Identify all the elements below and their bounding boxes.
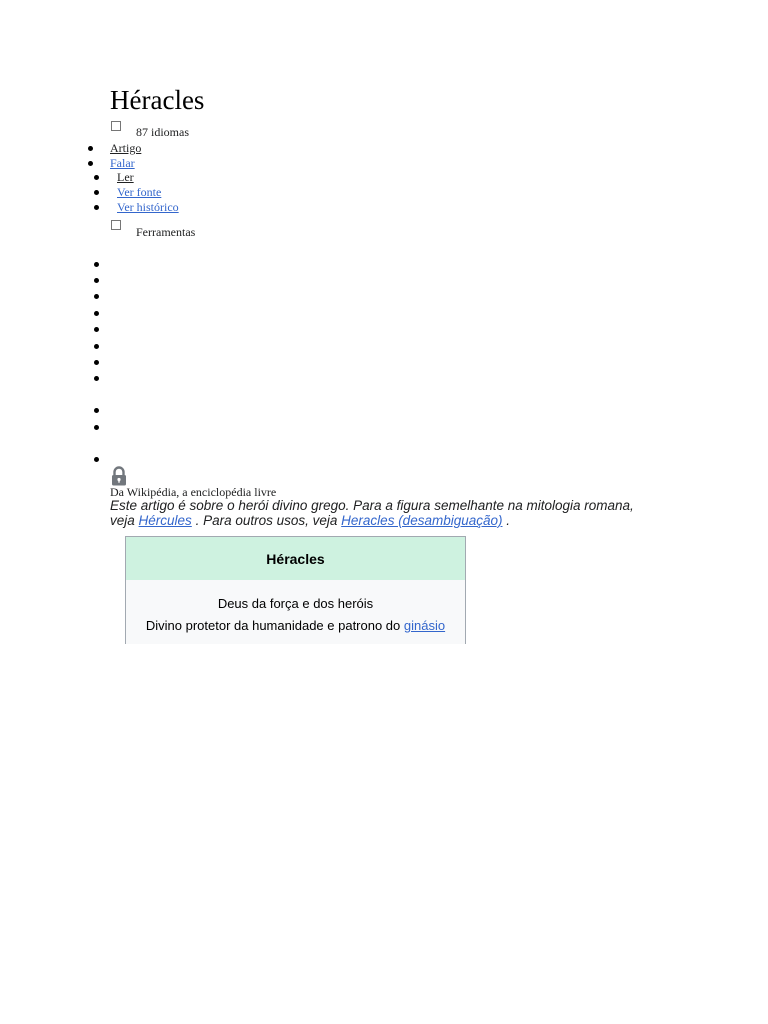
tab-talk[interactable]: Falar xyxy=(110,156,135,170)
infobox-title: Héracles xyxy=(126,537,465,580)
tab-view-source[interactable]: Ver fonte xyxy=(117,185,162,199)
tools-list-item[interactable] xyxy=(94,262,99,267)
tools-list-item[interactable] xyxy=(94,408,99,413)
tools-label[interactable]: Ferramentas xyxy=(136,225,196,239)
languages-label[interactable]: 87 idiomas xyxy=(136,125,189,139)
hatnote xyxy=(110,498,650,528)
tools-list-item[interactable] xyxy=(94,457,99,462)
tools-list-item[interactable] xyxy=(94,425,99,430)
tab-read[interactable]: Ler xyxy=(117,170,134,184)
infobox-role xyxy=(126,615,465,637)
site-tagline: Da Wikipédia, a enciclopédia livre xyxy=(110,485,277,499)
list-bullet xyxy=(88,146,93,151)
infobox-link-ginasio[interactable]: ginásio xyxy=(403,618,446,633)
hatnote-text: Este artigo é sobre o herói divino grego. Para a figura semelhante na mitologia romana, veja xyxy=(110,498,634,528)
hatnote-link-hercules[interactable]: Hércules xyxy=(138,513,192,528)
lock-icon[interactable] xyxy=(110,466,128,486)
tab-article[interactable]: Artigo xyxy=(110,141,142,155)
list-bullet xyxy=(94,175,99,180)
infobox xyxy=(125,536,466,644)
tools-list-item[interactable] xyxy=(94,327,99,332)
tools-list-item[interactable] xyxy=(94,376,99,381)
tools-list-item[interactable] xyxy=(94,360,99,365)
languages-checkbox[interactable] xyxy=(111,121,121,131)
infobox-role-text: Divino protetor da humanidade e patrono do xyxy=(145,618,401,633)
tools-list-item[interactable] xyxy=(94,344,99,349)
list-bullet xyxy=(94,205,99,210)
hatnote-text: . Para outros usos, veja xyxy=(195,513,338,528)
list-bullet xyxy=(88,161,93,166)
hatnote-link-disambiguation[interactable]: Heracles (desambiguação) xyxy=(341,513,503,528)
hatnote-text: . xyxy=(506,513,511,528)
list-bullet xyxy=(94,190,99,195)
page-title: Héracles xyxy=(110,85,205,115)
tab-view-history[interactable]: Ver histórico xyxy=(117,200,179,214)
infobox-epithet: Deus da força e dos heróis xyxy=(217,596,374,611)
tools-list-item[interactable] xyxy=(94,278,99,283)
tools-list-item[interactable] xyxy=(94,294,99,299)
tools-checkbox[interactable] xyxy=(111,220,121,230)
tools-list-item[interactable] xyxy=(94,311,99,316)
